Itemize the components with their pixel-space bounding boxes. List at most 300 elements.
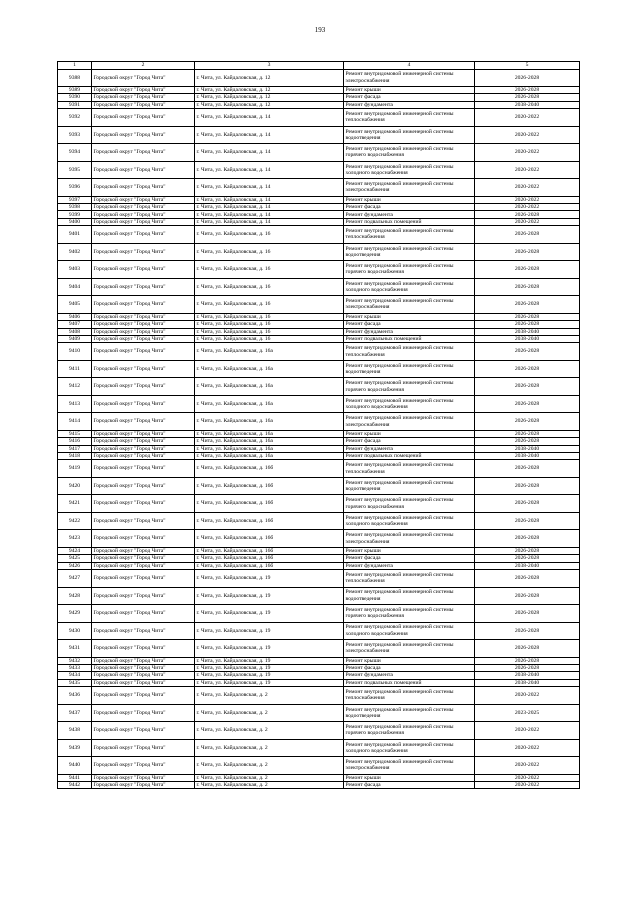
work-type-cell: Ремонт крыши (344, 547, 475, 554)
table-row (58, 562, 580, 569)
period-cell: 2026-2028 (475, 530, 580, 548)
work-type-cell: Ремонт внутридомовой инженерной системы холодного водоснабжения (344, 395, 475, 413)
municipality-cell: Городской округ "Город Чита" (92, 530, 195, 548)
municipality-cell: Городской округ "Город Чита" (92, 570, 195, 588)
municipality-cell: Городской округ "Город Чита" (92, 395, 195, 413)
work-type-cell: Ремонт внутридомовой инженерной системы водоотведения (344, 587, 475, 605)
period-cell: 2026-2028 (475, 587, 580, 605)
municipality-cell: Городской округ "Город Чита" (92, 679, 195, 686)
row-number-cell: 9389 (58, 87, 92, 94)
address-cell: г. Чита, ул. Кайдаловская, д. 16а (195, 430, 344, 437)
row-number-cell: 9400 (58, 218, 92, 225)
row-number-cell: 9429 (58, 605, 92, 623)
address-cell: г. Чита, ул. Кайдаловская, д. 12 (195, 101, 344, 108)
municipality-cell: Городской округ "Город Чита" (92, 781, 195, 788)
row-number-cell: 9438 (58, 722, 92, 740)
period-cell: 2038-2040 (475, 452, 580, 459)
address-cell: г. Чита, ул. Кайдаловская, д. 2 (195, 781, 344, 788)
table-row (58, 587, 580, 605)
row-number-cell: 9435 (58, 679, 92, 686)
table-row (58, 704, 580, 722)
municipality-cell: Городской округ "Город Чита" (92, 101, 195, 108)
work-type-cell: Ремонт фасада (344, 781, 475, 788)
table-row (58, 226, 580, 244)
table-row (58, 94, 580, 101)
period-cell: 2020-2022 (475, 196, 580, 203)
row-number-cell: 9432 (58, 657, 92, 664)
municipality-cell: Городской округ "Город Чита" (92, 452, 195, 459)
row-number-cell: 9408 (58, 328, 92, 335)
address-cell: г. Чита, ул. Кайдаловская, д. 16а (195, 445, 344, 452)
period-cell: 2026-2028 (475, 657, 580, 664)
period-cell: 2020-2022 (475, 161, 580, 179)
municipality-cell: Городской округ "Город Чита" (92, 144, 195, 162)
table-row (58, 512, 580, 530)
work-type-cell: Ремонт крыши (344, 657, 475, 664)
row-number-cell: 9396 (58, 179, 92, 197)
work-type-cell: Ремонт внутридомовой инженерной системы водоотведения (344, 704, 475, 722)
municipality-cell: Городской округ "Город Чита" (92, 495, 195, 513)
municipality-cell: Городской округ "Город Чита" (92, 126, 195, 144)
work-type-cell: Ремонт внутридомовой инженерной системы водоотведения (344, 126, 475, 144)
address-cell: г. Чита, ул. Кайдаловская, д. 16 (195, 226, 344, 244)
table-row (58, 781, 580, 788)
work-type-cell: Ремонт внутридомовой инженерной системы теплоснабжения (344, 226, 475, 244)
work-type-cell: Ремонт внутридомовой инженерной системы горячего водоснабжения (344, 378, 475, 396)
address-cell: г. Чита, ул. Кайдаловская, д. 19 (195, 640, 344, 658)
municipality-cell: Городской округ "Город Чита" (92, 555, 195, 562)
address-cell: г. Чита, ул. Кайдаловская, д. 2 (195, 739, 344, 757)
table-row (58, 179, 580, 197)
row-number-cell: 9416 (58, 438, 92, 445)
period-cell: 2026-2028 (475, 512, 580, 530)
period-cell: 2026-2028 (475, 413, 580, 431)
address-cell: г. Чита, ул. Кайдаловская, д. 14 (195, 144, 344, 162)
period-cell: 2020-2022 (475, 144, 580, 162)
address-cell: г. Чита, ул. Кайдаловская, д. 16а (195, 395, 344, 413)
row-number-cell: 9425 (58, 555, 92, 562)
work-type-cell: Ремонт внутридомовой инженерной системы горячего водоснабжения (344, 722, 475, 740)
row-number-cell: 9433 (58, 664, 92, 671)
table-row (58, 196, 580, 203)
period-cell: 2026-2028 (475, 69, 580, 87)
address-cell: г. Чита, ул. Кайдаловская, д. 2 (195, 757, 344, 775)
repair-schedule-table (57, 61, 580, 789)
address-cell: г. Чита, ул. Кайдаловская, д. 16 (195, 296, 344, 314)
row-number-cell: 9397 (58, 196, 92, 203)
table-row (58, 360, 580, 378)
address-cell: г. Чита, ул. Кайдаловская, д. 14 (195, 179, 344, 197)
row-number-cell: 9405 (58, 296, 92, 314)
table-row (58, 452, 580, 459)
period-cell: 2026-2028 (475, 321, 580, 328)
municipality-cell: Городской округ "Город Чита" (92, 547, 195, 554)
municipality-cell: Городской округ "Город Чита" (92, 413, 195, 431)
row-number-cell: 9428 (58, 587, 92, 605)
municipality-cell: Городской округ "Город Чита" (92, 640, 195, 658)
table-row (58, 657, 580, 664)
table-row (58, 739, 580, 757)
period-cell: 2038-2040 (475, 445, 580, 452)
work-type-cell: Ремонт крыши (344, 87, 475, 94)
table-row (58, 757, 580, 775)
row-number-cell: 9394 (58, 144, 92, 162)
work-type-cell: Ремонт фасада (344, 438, 475, 445)
municipality-cell: Городской округ "Город Чита" (92, 218, 195, 225)
table-row (58, 438, 580, 445)
work-type-cell: Ремонт крыши (344, 430, 475, 437)
work-type-cell: Ремонт внутридомовой инженерной системы водоотведения (344, 360, 475, 378)
municipality-cell: Городской округ "Город Чита" (92, 161, 195, 179)
work-type-cell: Ремонт внутридомовой инженерной системы теплоснабжения (344, 109, 475, 127)
address-cell: г. Чита, ул. Кайдаловская, д. 19 (195, 622, 344, 640)
municipality-cell: Городской округ "Город Чита" (92, 204, 195, 211)
row-number-cell: 9440 (58, 757, 92, 775)
municipality-cell: Городской округ "Город Чита" (92, 360, 195, 378)
row-number-cell: 9401 (58, 226, 92, 244)
work-type-cell: Ремонт фундамента (344, 562, 475, 569)
address-cell: г. Чита, ул. Кайдаловская, д. 14 (195, 204, 344, 211)
municipality-cell: Городской округ "Город Чита" (92, 722, 195, 740)
address-cell: г. Чита, ул. Кайдаловская, д. 16а (195, 360, 344, 378)
row-number-cell: 9442 (58, 781, 92, 788)
municipality-cell: Городской округ "Город Чита" (92, 261, 195, 279)
address-cell: г. Чита, ул. Кайдаловская, д. 14 (195, 211, 344, 218)
table-row (58, 460, 580, 478)
page-number: 193 (314, 26, 326, 34)
period-cell: 2026-2028 (475, 243, 580, 261)
period-cell: 2020-2022 (475, 757, 580, 775)
work-type-cell: Ремонт внутридомовой инженерной системы электроснабжения (344, 69, 475, 87)
row-number-cell: 9437 (58, 704, 92, 722)
work-type-cell: Ремонт фасада (344, 555, 475, 562)
work-type-cell: Ремонт крыши (344, 196, 475, 203)
table-row (58, 664, 580, 671)
period-cell: 2038-2040 (475, 101, 580, 108)
column-number: 1 (58, 62, 92, 70)
table-row (58, 722, 580, 740)
work-type-cell: Ремонт фасада (344, 94, 475, 101)
row-number-cell: 9424 (58, 547, 92, 554)
municipality-cell: Городской округ "Город Чита" (92, 109, 195, 127)
work-type-cell: Ремонт подвальных помещений (344, 679, 475, 686)
row-number-cell: 9419 (58, 460, 92, 478)
address-cell: г. Чита, ул. Кайдаловская, д. 2 (195, 722, 344, 740)
period-cell: 2038-2040 (475, 328, 580, 335)
row-number-cell: 9431 (58, 640, 92, 658)
work-type-cell: Ремонт внутридомовой инженерной системы холодного водоснабжения (344, 278, 475, 296)
address-cell: г. Чита, ул. Кайдаловская, д. 16а (195, 343, 344, 361)
period-cell: 2026-2028 (475, 313, 580, 320)
work-type-cell: Ремонт фасада (344, 321, 475, 328)
period-cell: 2026-2028 (475, 430, 580, 437)
period-cell: 2026-2028 (475, 343, 580, 361)
row-number-cell: 9439 (58, 739, 92, 757)
table-row (58, 445, 580, 452)
period-cell: 2026-2028 (475, 555, 580, 562)
period-cell: 2026-2028 (475, 87, 580, 94)
work-type-cell: Ремонт внутридомовой инженерной системы холодного водоснабжения (344, 622, 475, 640)
work-type-cell: Ремонт внутридомовой инженерной системы холодного водоснабжения (344, 161, 475, 179)
address-cell: г. Чита, ул. Кайдаловская, д. 14 (195, 126, 344, 144)
period-cell: 2020-2022 (475, 687, 580, 705)
table-row (58, 605, 580, 623)
work-type-cell: Ремонт внутридомовой инженерной системы холодного водоснабжения (344, 739, 475, 757)
table-row (58, 144, 580, 162)
row-number-cell: 9399 (58, 211, 92, 218)
work-type-cell: Ремонт внутридомовой инженерной системы электроснабжения (344, 179, 475, 197)
period-cell: 2038-2040 (475, 672, 580, 679)
municipality-cell: Городской округ "Город Чита" (92, 460, 195, 478)
table-row (58, 395, 580, 413)
municipality-cell: Городской округ "Город Чита" (92, 438, 195, 445)
table-row (58, 679, 580, 686)
municipality-cell: Городской округ "Город Чита" (92, 296, 195, 314)
row-number-cell: 9411 (58, 360, 92, 378)
address-cell: г. Чита, ул. Кайдаловская, д. 19 (195, 664, 344, 671)
period-cell: 2020-2022 (475, 126, 580, 144)
table-row (58, 570, 580, 588)
table-row (58, 296, 580, 314)
municipality-cell: Городской округ "Город Чита" (92, 739, 195, 757)
row-number-cell: 9434 (58, 672, 92, 679)
work-type-cell: Ремонт внутридомовой инженерной системы горячего водоснабжения (344, 261, 475, 279)
municipality-cell: Городской округ "Город Чита" (92, 622, 195, 640)
municipality-cell: Городской округ "Город Чита" (92, 605, 195, 623)
period-cell: 2026-2028 (475, 640, 580, 658)
table-row (58, 69, 580, 87)
row-number-cell: 9390 (58, 94, 92, 101)
table-row (58, 243, 580, 261)
table-row (58, 261, 580, 279)
address-cell: г. Чита, ул. Кайдаловская, д. 16 (195, 313, 344, 320)
work-type-cell: Ремонт внутридомовой инженерной системы электроснабжения (344, 640, 475, 658)
municipality-cell: Городской округ "Город Чита" (92, 87, 195, 94)
row-number-cell: 9410 (58, 343, 92, 361)
work-type-cell: Ремонт внутридомовой инженерной системы горячего водоснабжения (344, 495, 475, 513)
address-cell: г. Чита, ул. Кайдаловская, д. 16а (195, 438, 344, 445)
address-cell: г. Чита, ул. Кайдаловская, д. 16б (195, 460, 344, 478)
period-cell: 2026-2028 (475, 438, 580, 445)
work-type-cell: Ремонт внутридомовой инженерной системы теплоснабжения (344, 460, 475, 478)
work-type-cell: Ремонт подвальных помещений (344, 335, 475, 342)
table-row (58, 204, 580, 211)
table-row (58, 530, 580, 548)
address-cell: г. Чита, ул. Кайдаловская, д. 16б (195, 555, 344, 562)
row-number-cell: 9392 (58, 109, 92, 127)
row-number-cell: 9417 (58, 445, 92, 452)
address-cell: г. Чита, ул. Кайдаловская, д. 19 (195, 672, 344, 679)
address-cell: г. Чита, ул. Кайдаловская, д. 16 (195, 335, 344, 342)
period-cell: 2023-2025 (475, 704, 580, 722)
table-row (58, 335, 580, 342)
period-cell: 2026-2028 (475, 278, 580, 296)
row-number-cell: 9413 (58, 395, 92, 413)
work-type-cell: Ремонт внутридомовой инженерной системы электроснабжения (344, 530, 475, 548)
row-number-cell: 9427 (58, 570, 92, 588)
table-row (58, 343, 580, 361)
address-cell: г. Чита, ул. Кайдаловская, д. 16б (195, 512, 344, 530)
period-cell: 2020-2022 (475, 204, 580, 211)
work-type-cell: Ремонт внутридомовой инженерной системы холодного водоснабжения (344, 512, 475, 530)
row-number-cell: 9414 (58, 413, 92, 431)
column-number: 5 (475, 62, 580, 70)
table-row (58, 477, 580, 495)
period-cell: 2038-2040 (475, 335, 580, 342)
table-row (58, 555, 580, 562)
period-cell: 2026-2028 (475, 664, 580, 671)
work-type-cell: Ремонт внутридомовой инженерной системы горячего водоснабжения (344, 144, 475, 162)
column-number: 4 (344, 62, 475, 70)
address-cell: г. Чита, ул. Кайдаловская, д. 2 (195, 774, 344, 781)
table-row (58, 378, 580, 396)
period-cell: 2026-2028 (475, 261, 580, 279)
address-cell: г. Чита, ул. Кайдаловская, д. 16а (195, 413, 344, 431)
address-cell: г. Чита, ул. Кайдаловская, д. 16а (195, 378, 344, 396)
work-type-cell: Ремонт фундамента (344, 101, 475, 108)
municipality-cell: Городской округ "Город Чита" (92, 335, 195, 342)
work-type-cell: Ремонт внутридомовой инженерной системы теплоснабжения (344, 570, 475, 588)
work-type-cell: Ремонт фасада (344, 664, 475, 671)
work-type-cell: Ремонт фундамента (344, 211, 475, 218)
table-row (58, 218, 580, 225)
work-type-cell: Ремонт фундамента (344, 445, 475, 452)
row-number-cell: 9421 (58, 495, 92, 513)
work-type-cell: Ремонт крыши (344, 313, 475, 320)
municipality-cell: Городской округ "Город Чита" (92, 328, 195, 335)
table-row (58, 278, 580, 296)
period-cell: 2026-2028 (475, 211, 580, 218)
table-row (58, 101, 580, 108)
work-type-cell: Ремонт внутридомовой инженерной системы электроснабжения (344, 757, 475, 775)
period-cell: 2020-2022 (475, 218, 580, 225)
table-row (58, 313, 580, 320)
period-cell: 2020-2022 (475, 781, 580, 788)
work-type-cell: Ремонт внутридомовой инженерной системы горячего водоснабжения (344, 605, 475, 623)
address-cell: г. Чита, ул. Кайдаловская, д. 14 (195, 161, 344, 179)
table-row (58, 109, 580, 127)
municipality-cell: Городской округ "Город Чита" (92, 430, 195, 437)
period-cell: 2026-2028 (475, 296, 580, 314)
address-cell: г. Чита, ул. Кайдаловская, д. 16 (195, 243, 344, 261)
period-cell: 2020-2022 (475, 109, 580, 127)
period-cell: 2026-2028 (475, 495, 580, 513)
municipality-cell: Городской округ "Город Чита" (92, 562, 195, 569)
address-cell: г. Чита, ул. Кайдаловская, д. 16б (195, 562, 344, 569)
municipality-cell: Городской округ "Город Чита" (92, 664, 195, 671)
work-type-cell: Ремонт фундамента (344, 328, 475, 335)
row-number-cell: 9412 (58, 378, 92, 396)
period-cell: 2020-2022 (475, 774, 580, 781)
period-cell: 2020-2022 (475, 179, 580, 197)
period-cell: 2026-2028 (475, 378, 580, 396)
table-row (58, 413, 580, 431)
municipality-cell: Городской округ "Город Чита" (92, 672, 195, 679)
period-cell: 2026-2028 (475, 622, 580, 640)
address-cell: г. Чита, ул. Кайдаловская, д. 16б (195, 547, 344, 554)
row-number-cell: 9441 (58, 774, 92, 781)
period-cell: 2026-2028 (475, 477, 580, 495)
period-cell: 2026-2028 (475, 395, 580, 413)
row-number-cell: 9420 (58, 477, 92, 495)
work-type-cell: Ремонт внутридомовой инженерной системы электроснабжения (344, 296, 475, 314)
address-cell: г. Чита, ул. Кайдаловская, д. 16 (195, 278, 344, 296)
work-type-cell: Ремонт подвальных помещений (344, 218, 475, 225)
table-row (58, 430, 580, 437)
municipality-cell: Городской округ "Город Чита" (92, 179, 195, 197)
municipality-cell: Городской округ "Город Чита" (92, 512, 195, 530)
address-cell: г. Чита, ул. Кайдаловская, д. 16а (195, 452, 344, 459)
work-type-cell: Ремонт внутридомовой инженерной системы водоотведения (344, 477, 475, 495)
column-number: 2 (92, 62, 195, 70)
column-number: 3 (195, 62, 344, 70)
address-cell: г. Чита, ул. Кайдаловская, д. 16 (195, 321, 344, 328)
table-row (58, 87, 580, 94)
municipality-cell: Городской округ "Город Чита" (92, 477, 195, 495)
municipality-cell: Городской округ "Город Чита" (92, 445, 195, 452)
table-row (58, 672, 580, 679)
period-cell: 2038-2040 (475, 679, 580, 686)
row-number-cell: 9422 (58, 512, 92, 530)
municipality-cell: Городской округ "Город Чита" (92, 774, 195, 781)
period-cell: 2026-2028 (475, 226, 580, 244)
row-number-cell: 9426 (58, 562, 92, 569)
municipality-cell: Городской округ "Город Чита" (92, 378, 195, 396)
table-row (58, 687, 580, 705)
row-number-cell: 9436 (58, 687, 92, 705)
address-cell: г. Чита, ул. Кайдаловская, д. 16 (195, 261, 344, 279)
municipality-cell: Городской округ "Город Чита" (92, 196, 195, 203)
municipality-cell: Городской округ "Город Чита" (92, 687, 195, 705)
row-number-cell: 9430 (58, 622, 92, 640)
address-cell: г. Чита, ул. Кайдаловская, д. 16б (195, 495, 344, 513)
work-type-cell: Ремонт крыши (344, 774, 475, 781)
period-cell: 2026-2028 (475, 460, 580, 478)
table-row (58, 495, 580, 513)
table-row (58, 126, 580, 144)
row-number-cell: 9391 (58, 101, 92, 108)
address-cell: г. Чита, ул. Кайдаловская, д. 16 (195, 328, 344, 335)
period-cell: 2026-2028 (475, 360, 580, 378)
address-cell: г. Чита, ул. Кайдаловская, д. 12 (195, 69, 344, 87)
table-row (58, 328, 580, 335)
address-cell: г. Чита, ул. Кайдаловская, д. 16б (195, 477, 344, 495)
address-cell: г. Чита, ул. Кайдаловская, д. 19 (195, 679, 344, 686)
municipality-cell: Городской округ "Город Чита" (92, 226, 195, 244)
municipality-cell: Городской округ "Город Чита" (92, 211, 195, 218)
period-cell: 2020-2022 (475, 739, 580, 757)
work-type-cell: Ремонт фундамента (344, 672, 475, 679)
table-body (58, 62, 580, 789)
work-type-cell: Ремонт внутридомовой инженерной системы электроснабжения (344, 413, 475, 431)
address-cell: г. Чита, ул. Кайдаловская, д. 12 (195, 87, 344, 94)
row-number-cell: 9395 (58, 161, 92, 179)
table-row (58, 547, 580, 554)
municipality-cell: Городской округ "Город Чита" (92, 69, 195, 87)
work-type-cell: Ремонт фасада (344, 204, 475, 211)
municipality-cell: Городской округ "Город Чита" (92, 321, 195, 328)
row-number-cell: 9418 (58, 452, 92, 459)
period-cell: 2026-2028 (475, 94, 580, 101)
column-number-row (58, 62, 580, 70)
row-number-cell: 9406 (58, 313, 92, 320)
period-cell: 2020-2022 (475, 722, 580, 740)
municipality-cell: Городской округ "Город Чита" (92, 587, 195, 605)
address-cell: г. Чита, ул. Кайдаловская, д. 19 (195, 605, 344, 623)
address-cell: г. Чита, ул. Кайдаловская, д. 2 (195, 687, 344, 705)
municipality-cell: Городской округ "Город Чита" (92, 243, 195, 261)
row-number-cell: 9415 (58, 430, 92, 437)
